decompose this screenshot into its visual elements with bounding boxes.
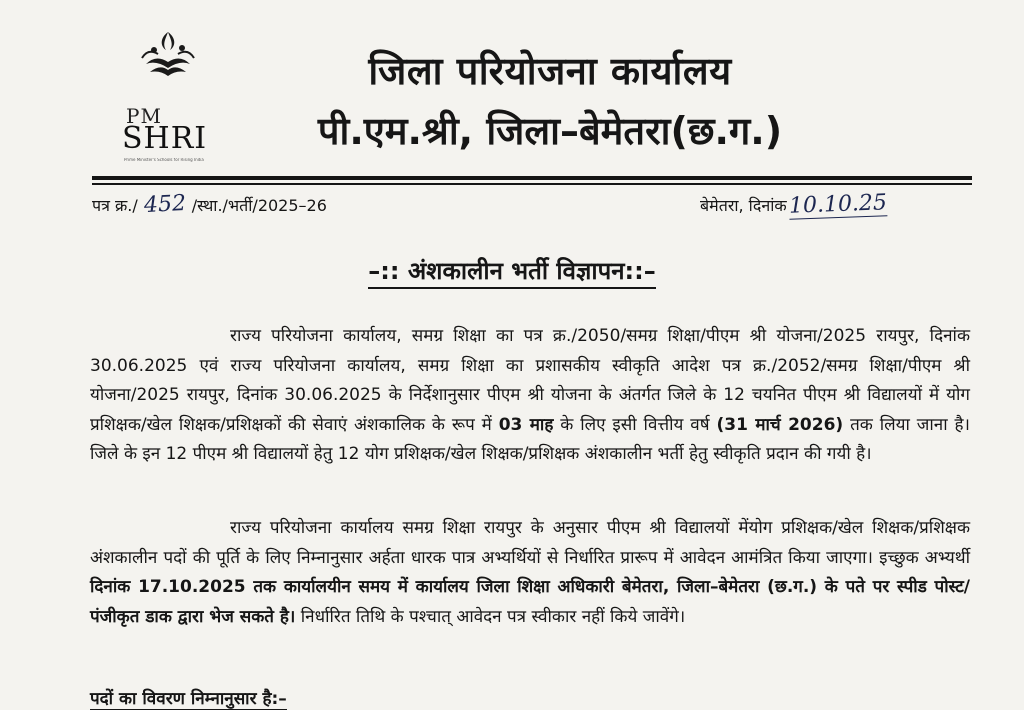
advertisement-heading xyxy=(0,254,1024,287)
ref-prefix: पत्र क्र./ xyxy=(92,196,138,215)
paragraph-2 xyxy=(90,514,970,632)
p1-text-2: के लिए इसी वित्तीय वर्ष xyxy=(553,414,717,435)
p1-text-3: तक लिया जाना है। जिले के इन 12 पीएम श्री विद्यालयों हेतु 12 योग प्रशिक्षक/खेल शिक्षक/प्रशिक्षक अंशकालीन भर्ती हेतु स्वीकृति प्रदान की गयी है। xyxy=(90,414,970,464)
header-divider-thick xyxy=(92,176,972,180)
ref-number-handwritten: 452 xyxy=(143,190,187,219)
date-handwritten: 10.10.25 xyxy=(788,190,887,219)
logo-pm-text: PM xyxy=(126,104,162,128)
ref-suffix: /स्था./भर्ती/2025–26 xyxy=(191,196,327,215)
office-subtitle: पी.एम.श्री, जिला–बेमेतरा(छ.ग.) xyxy=(317,109,783,153)
date-label: बेमेतरा, दिनांक xyxy=(700,196,787,215)
paragraph-1 xyxy=(90,322,970,470)
pm-shri-emblem-icon xyxy=(138,28,198,92)
office-title: जिला परियोजना कार्यालय xyxy=(368,49,732,93)
letter-date xyxy=(700,192,887,218)
header-divider-thin xyxy=(92,183,972,185)
logo-shri-text: SHRI xyxy=(122,121,208,156)
p2-bold-deadline: दिनांक 17.10.2025 तक कार्यालयीन समय में कार्यालय जिला शिक्षा अधिकारी बेमेतरा, जिला–बेमेतरा (छ.ग.) के पते पर स्पीड पोस्ट/पंजीकृत डाक द्वारा भेज सकते है। xyxy=(90,577,970,627)
heading-text: –:: अंशकालीन भर्ती विज्ञापन::– xyxy=(368,257,655,289)
p1-text-1: राज्य परियोजना कार्यालय, समग्र शिक्षा का पत्र क्र./2050/समग्र शिक्षा/पीएम श्री योजना/2025 रायपुर, दिनांक 30.06.2025 एवं राज्य परियोजना कार्यालय, समग्र शिक्षा का प्रशासकीय स्वीकृति आदेश पत्र क्र./2052/समग्र शिक्षा/पीएम श्री योजना/2025 रायपुर, दिनांक 30.06.2025 के निर्देशानुसार पीएम श्री योजना के अंतर्गत जिले के 12 चयनित पीएम श्री विद्यालयों में योग प्रशिक्षक/खेल शिक्षक/प्रशिक्षकों की सेवाएं अंशकालिक के रूप में xyxy=(90,326,970,435)
p1-bold-duration: 03 माह xyxy=(498,414,554,435)
p2-text-2: निर्धारित तिथि के पश्चात् आवेदन पत्र स्वीकार नहीं किये जावेंगे। xyxy=(295,606,686,627)
letter-reference xyxy=(92,192,327,217)
posts-details-heading: पदों का विवरण निम्नानुसार है:– xyxy=(90,686,287,710)
logo-tagline: Prime Minister's Schools for Rising India xyxy=(124,158,204,162)
pm-shri-logo xyxy=(118,28,218,162)
p2-text-1: राज्य परियोजना कार्यालय समग्र शिक्षा रायपुर के अनुसार पीएम श्री विद्यालयों मेंयोग प्रशिक्षक/खेल शिक्षक/प्रशिक्षक अंशकालीन पदों की पूर्ति के लिए निम्नानुसार अर्हता धारक पात्र अभ्यर्थियों से निर्धारित प्रारूप में आवेदन आमंत्रित किया जाएगा। इच्छुक अभ्यर्थी xyxy=(90,518,970,568)
p1-bold-date: (31 मार्च 2026) xyxy=(716,414,844,435)
